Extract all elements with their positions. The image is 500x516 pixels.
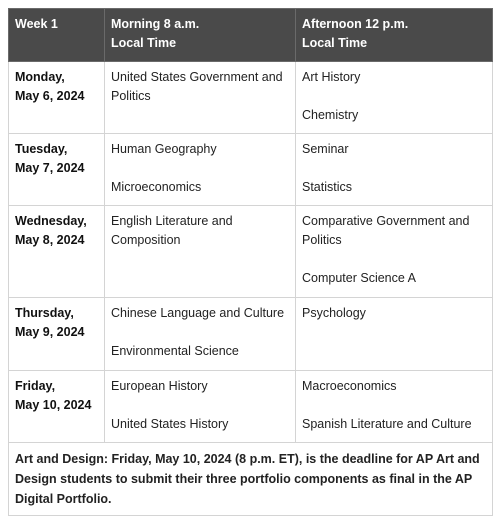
morning-cell (105, 62, 296, 134)
day-cell (9, 371, 105, 443)
morning-cell (105, 371, 296, 443)
morning-cell (105, 206, 296, 298)
exam-name: Psychology (302, 306, 366, 320)
exam-name: Statistics (302, 180, 353, 194)
day-name: Friday, (15, 379, 56, 393)
table-row (9, 298, 493, 371)
header-afternoon-line1: Afternoon 12 p.m. (302, 17, 409, 31)
morning-cell (105, 134, 296, 206)
day-date: May 10, 2024 (15, 398, 92, 412)
day-name: Thursday, (15, 306, 74, 320)
header-afternoon-line2: Local Time (302, 36, 368, 50)
exam-schedule-table (8, 8, 493, 516)
schedule-container (8, 8, 492, 516)
exam-name: Politics (111, 89, 151, 103)
day-date: May 6, 2024 (15, 89, 85, 103)
exam-name: Chemistry (302, 108, 359, 122)
exam-name: Computer Science A (302, 271, 416, 285)
exam-name: Human Geography (111, 142, 217, 156)
exam-name: Composition (111, 233, 181, 247)
exam-name: English Literature and (111, 214, 233, 228)
header-morning-line2: Local Time (111, 36, 177, 50)
exam-name: United States History (111, 417, 229, 431)
morning-cell (105, 298, 296, 371)
exam-name: Seminar (302, 142, 349, 156)
header-afternoon (296, 9, 493, 62)
exam-name: European History (111, 379, 208, 393)
exam-name: Spanish Literature and Culture (302, 417, 472, 431)
afternoon-cell (296, 298, 493, 371)
afternoon-cell (296, 134, 493, 206)
exam-name: Art History (302, 70, 361, 84)
footnote-row (9, 443, 493, 516)
table-row (9, 62, 493, 134)
table-header-row (9, 9, 493, 62)
day-name: Monday, (15, 70, 65, 84)
header-morning (105, 9, 296, 62)
table-row (9, 206, 493, 298)
exam-name: Chinese Language and Culture (111, 306, 285, 320)
afternoon-cell (296, 371, 493, 443)
day-date: May 9, 2024 (15, 325, 85, 339)
day-cell (9, 298, 105, 371)
exam-name: Macroeconomics (302, 379, 397, 393)
day-cell (9, 134, 105, 206)
footnote-label: Art and Design: (15, 452, 109, 466)
header-morning-line1: Morning 8 a.m. (111, 17, 200, 31)
day-name: Tuesday, (15, 142, 68, 156)
footnote-text: Friday, May 10, 2024 (8 p.m. ET), is the deadline for AP Art and Design students to submit their three portfolio components as final in the AP Digital Portfolio. (15, 452, 480, 506)
table-row (9, 371, 493, 443)
table-row (9, 134, 493, 206)
exam-name: Microeconomics (111, 180, 202, 194)
exam-name: Environmental Science (111, 344, 239, 358)
exam-name: United States Government and (111, 70, 283, 84)
day-date: May 7, 2024 (15, 161, 85, 175)
exam-name: Politics (302, 233, 342, 247)
afternoon-cell (296, 62, 493, 134)
day-cell (9, 62, 105, 134)
day-cell (9, 206, 105, 298)
afternoon-cell (296, 206, 493, 298)
day-name: Wednesday, (15, 214, 87, 228)
exam-name: Comparative Government and (302, 214, 470, 228)
header-week-label: Week 1 (15, 17, 58, 31)
footnote-cell (9, 443, 493, 516)
header-week (9, 9, 105, 62)
day-date: May 8, 2024 (15, 233, 85, 247)
